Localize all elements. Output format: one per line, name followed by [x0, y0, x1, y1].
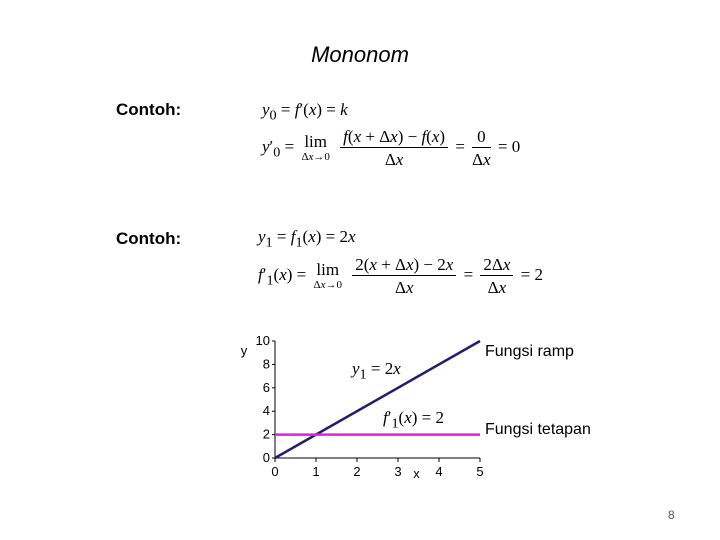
equation-constant-derivative: $y_0 = f'(x) = k$	[262, 100, 348, 124]
chart-labels	[241, 333, 591, 481]
x-tick-label: 0	[271, 464, 279, 479]
y-tick-label: 0	[262, 450, 270, 465]
x-axis-label: x	[413, 466, 420, 481]
ramp-series-label: Fungsi ramp	[485, 343, 574, 360]
y-tick-label: 4	[262, 403, 270, 419]
x-tick-label: 5	[476, 464, 484, 479]
x-tick-label: 1	[312, 464, 320, 479]
x-tick-label: 4	[435, 464, 443, 479]
equation-ramp-function: $y_1 = f_1(x) = 2x$	[258, 227, 356, 251]
y-tick-label: 2	[262, 426, 270, 442]
equation-constant-limit: $y'_0 = \lim$ Δx→0 $\frac{f(x + \Delta x) - f(x)}{\Delta x}$ = $\frac{0}{\Delta x}$ = 0	[262, 127, 521, 169]
y-tick-label: 8	[262, 356, 270, 372]
page-number: 8	[668, 508, 675, 522]
example-label-1: Contoh:	[116, 100, 182, 119]
ramp-formula-annotation: $y_1 = 2x$	[352, 359, 401, 383]
x-tick-label: 3	[394, 464, 402, 479]
y-tick-label: 6	[262, 379, 270, 395]
slide-title: Mononom	[311, 42, 409, 67]
constant-formula-annotation: $f'_1(x) = 2$	[383, 408, 444, 432]
constant-series-label: Fungsi tetapan	[485, 421, 591, 438]
x-tick-label: 2	[353, 464, 361, 479]
equation-ramp-limit: $f'_1(x) = \lim$ Δx→0 $\frac{2(x + \Delta x) - 2x}{\Delta x}$ = $\frac{2\Delta x}{\Delta x}$ = 2	[258, 255, 543, 297]
y-tick-label: 10	[255, 333, 270, 348]
y-axis-label: y	[240, 343, 248, 358]
example-label-2: Contoh:	[116, 229, 182, 248]
